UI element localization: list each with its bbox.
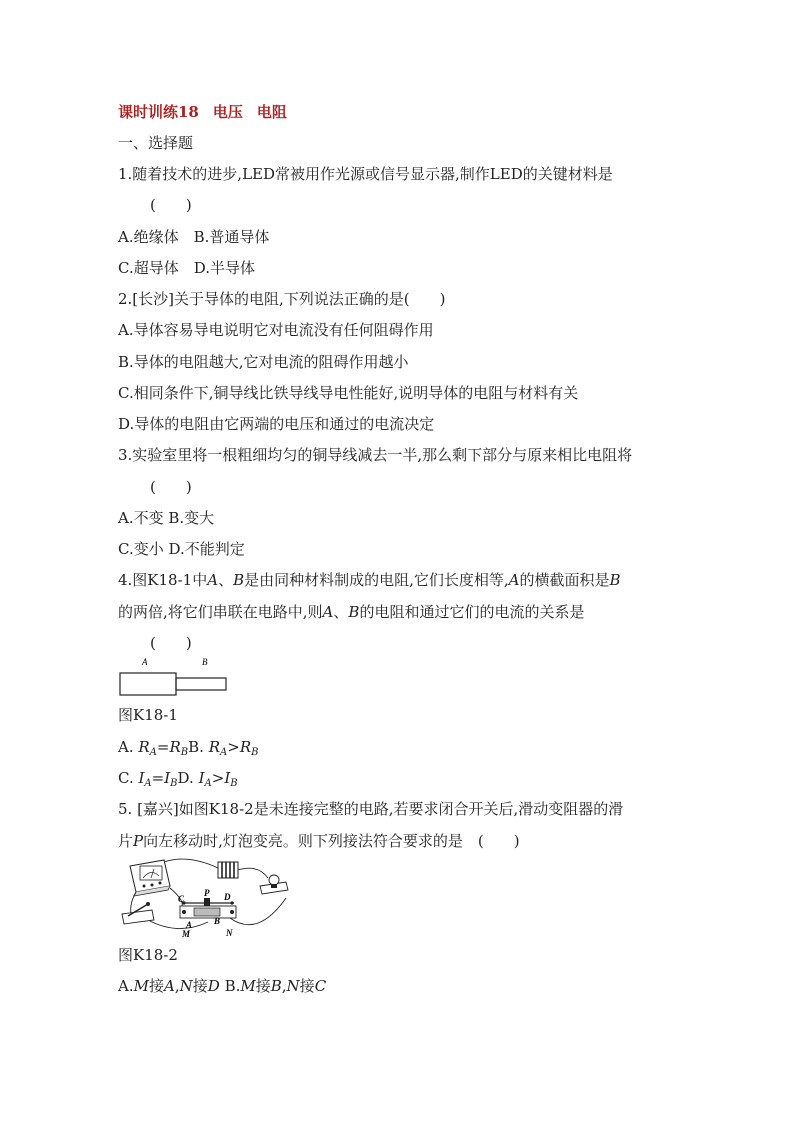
q4-sub-b2: B <box>251 747 259 758</box>
q5-comma2: , <box>281 977 287 995</box>
q4-var-b3: B <box>348 603 360 621</box>
q3-option-d: D.不能判定 <box>168 540 245 558</box>
q4-stem-mid: 是由同种材料制成的电阻,它们长度相等, <box>244 571 509 589</box>
q5-stem-line1: 5. [嘉兴]如图K18-2是未连接完整的电路,若要求闭合开关后,滑动变阻器的滑 <box>118 800 624 818</box>
q4-stem-mid2: 的横截面积是 <box>519 571 610 589</box>
wire-battery-lamp <box>238 868 268 878</box>
title-part3: 电阻 <box>256 103 287 121</box>
q4-eq2: = <box>151 769 165 787</box>
wire-n <box>230 898 286 925</box>
fig2-label-m: M <box>182 929 191 938</box>
fig1-thin-resistor-b <box>176 678 226 690</box>
q4-option-c-label: C. <box>118 769 139 787</box>
q4-options-row1 <box>118 737 258 763</box>
q5-options-row1 <box>118 976 326 996</box>
q4-var-b2: B <box>609 571 621 589</box>
q4-option-b-label: B. <box>188 738 209 756</box>
q5-a: A <box>163 977 175 995</box>
q5-option-b-label: B. <box>224 977 241 995</box>
q2-stem: 2.[长沙]关于导体的电阻,下列说法正确的是( ) <box>118 290 446 308</box>
q2-option-a: A.导体容易导电说明它对电流没有任何阻碍作用 <box>118 321 434 339</box>
q4-option-a-label: A. <box>118 738 139 756</box>
q2-option-b: B.导体的电阻越大,它对电流的阻碍作用越小 <box>118 353 409 371</box>
q5-var-p: P <box>133 832 144 850</box>
q1-option-a: A.绝缘体 <box>118 228 179 246</box>
q5-connect4: 接 <box>299 977 315 995</box>
wire-meter-battery <box>164 859 218 868</box>
q4-r3: R <box>208 738 220 756</box>
meter-icon <box>130 860 170 896</box>
q4-sub-a: A <box>149 747 157 758</box>
q4-sub-a3: A <box>144 778 152 789</box>
q3-stem: 3.实验室里将一根粗细均匀的铜导线减去一半,那么剩下部分与原来相比电阻将 <box>118 446 633 464</box>
q5-c: C <box>314 977 327 995</box>
q5-m2: M <box>240 977 256 995</box>
q1-stem: 1.随着技术的进步,LED常被用作光源或信号显示器,制作LED的关键材料是 <box>118 165 613 183</box>
q5-connect2: 接 <box>192 977 208 995</box>
q4-var-a3: A <box>322 603 334 621</box>
q4-var-a2: A <box>508 571 520 589</box>
fig1-thick-resistor-a <box>120 673 176 695</box>
q5-d: D <box>207 977 220 995</box>
figure-k18-1-caption: 图K18-1 <box>118 706 178 724</box>
q4-sub-b4: B <box>230 778 238 789</box>
q1-option-c: C.超导体 <box>118 259 179 277</box>
q4-var-a: A <box>207 571 219 589</box>
wire-m <box>148 920 208 929</box>
q5-connect: 接 <box>148 977 164 995</box>
q4-i3: I <box>198 769 205 787</box>
q4-stem-line2 <box>118 602 584 622</box>
q3-options-row2 <box>118 539 245 559</box>
lamp-icon <box>260 875 288 894</box>
q4-i2: I <box>164 769 171 787</box>
q1-option-d: D.半导体 <box>193 259 255 277</box>
q4-i4: I <box>224 769 231 787</box>
q4-stem-pre: 4.图K18-1中 <box>118 571 208 589</box>
q5-m: M <box>133 977 149 995</box>
q5-connect3: 接 <box>255 977 271 995</box>
q4-option-d-label: D. <box>177 769 199 787</box>
fig2-label-b: B <box>214 916 221 926</box>
q4-eq: = <box>156 738 170 756</box>
q5-line2-pre: 片 <box>118 832 134 850</box>
q4-gt: > <box>227 738 240 756</box>
q5-stem-line2 <box>118 831 520 851</box>
fig1-label-b: B <box>202 657 208 667</box>
q5-option-a-label: A. <box>118 977 134 995</box>
q1-blank: ( ) <box>150 196 192 214</box>
q3-option-c: C.变小 <box>118 540 164 558</box>
q1-option-b: B.普通导体 <box>193 228 270 246</box>
q4-sep2: 、 <box>333 603 349 621</box>
q2-option-d: D.导体的电阻由它两端的电压和通过的电流决定 <box>118 415 435 433</box>
q4-gt2: > <box>211 769 225 787</box>
q3-option-b: B.变大 <box>168 509 215 527</box>
q1-options-row1 <box>118 227 269 247</box>
q5-line2-post: 向左移动时,灯泡变亮。则下列接法符合要求的是 ( ) <box>143 832 520 850</box>
fig2-label-c: C <box>178 894 185 904</box>
fig2-label-p: P <box>204 888 210 898</box>
q4-line2-pre: 的两倍,将它们串联在电路中,则 <box>118 603 323 621</box>
title-part2: 电压 <box>212 103 243 121</box>
fig2-label-a: A <box>186 920 193 930</box>
q4-sep: 、 <box>218 571 234 589</box>
lesson-title <box>118 102 287 122</box>
fig2-label-n: N <box>226 928 233 938</box>
q4-options-row2 <box>118 768 238 794</box>
q4-r2: R <box>169 738 181 756</box>
q4-stem-line1 <box>118 570 621 590</box>
q4-sub-a2: A <box>220 747 228 758</box>
fig2-label-d: D <box>224 892 231 902</box>
figure-k18-2 <box>118 856 290 938</box>
q4-blank: ( ) <box>150 634 192 652</box>
q3-option-a: A.不变 <box>118 509 164 527</box>
q4-sub-b: B <box>180 747 189 758</box>
q5-b: B <box>270 977 282 995</box>
q3-options-row1 <box>118 508 214 528</box>
q3-blank: ( ) <box>150 478 192 496</box>
section-heading: 一、选择题 <box>118 134 194 152</box>
q5-n: N <box>179 977 193 995</box>
q1-options-row2 <box>118 258 255 278</box>
figure-k18-2-caption: 图K18-2 <box>118 946 178 964</box>
figure-k18-1 <box>118 655 230 697</box>
q4-sub-a4: A <box>204 778 212 789</box>
battery-icon <box>218 862 238 878</box>
q4-r4: R <box>239 738 252 756</box>
switch-icon <box>122 902 154 924</box>
q4-sub-b3: B <box>170 778 178 789</box>
q5-comma: , <box>174 977 180 995</box>
q4-i: I <box>138 769 145 787</box>
title-part1: 课时训练18 <box>118 103 199 121</box>
fig1-label-a: A <box>142 657 148 667</box>
q4-r: R <box>138 738 150 756</box>
q5-n2: N <box>286 977 300 995</box>
q4-line2-post: 的电阻和通过它们的电流的关系是 <box>359 603 585 621</box>
q2-option-c: C.相同条件下,铜导线比铁导线导电性能好,说明导体的电阻与材料有关 <box>118 384 579 402</box>
q4-var-b: B <box>233 571 245 589</box>
